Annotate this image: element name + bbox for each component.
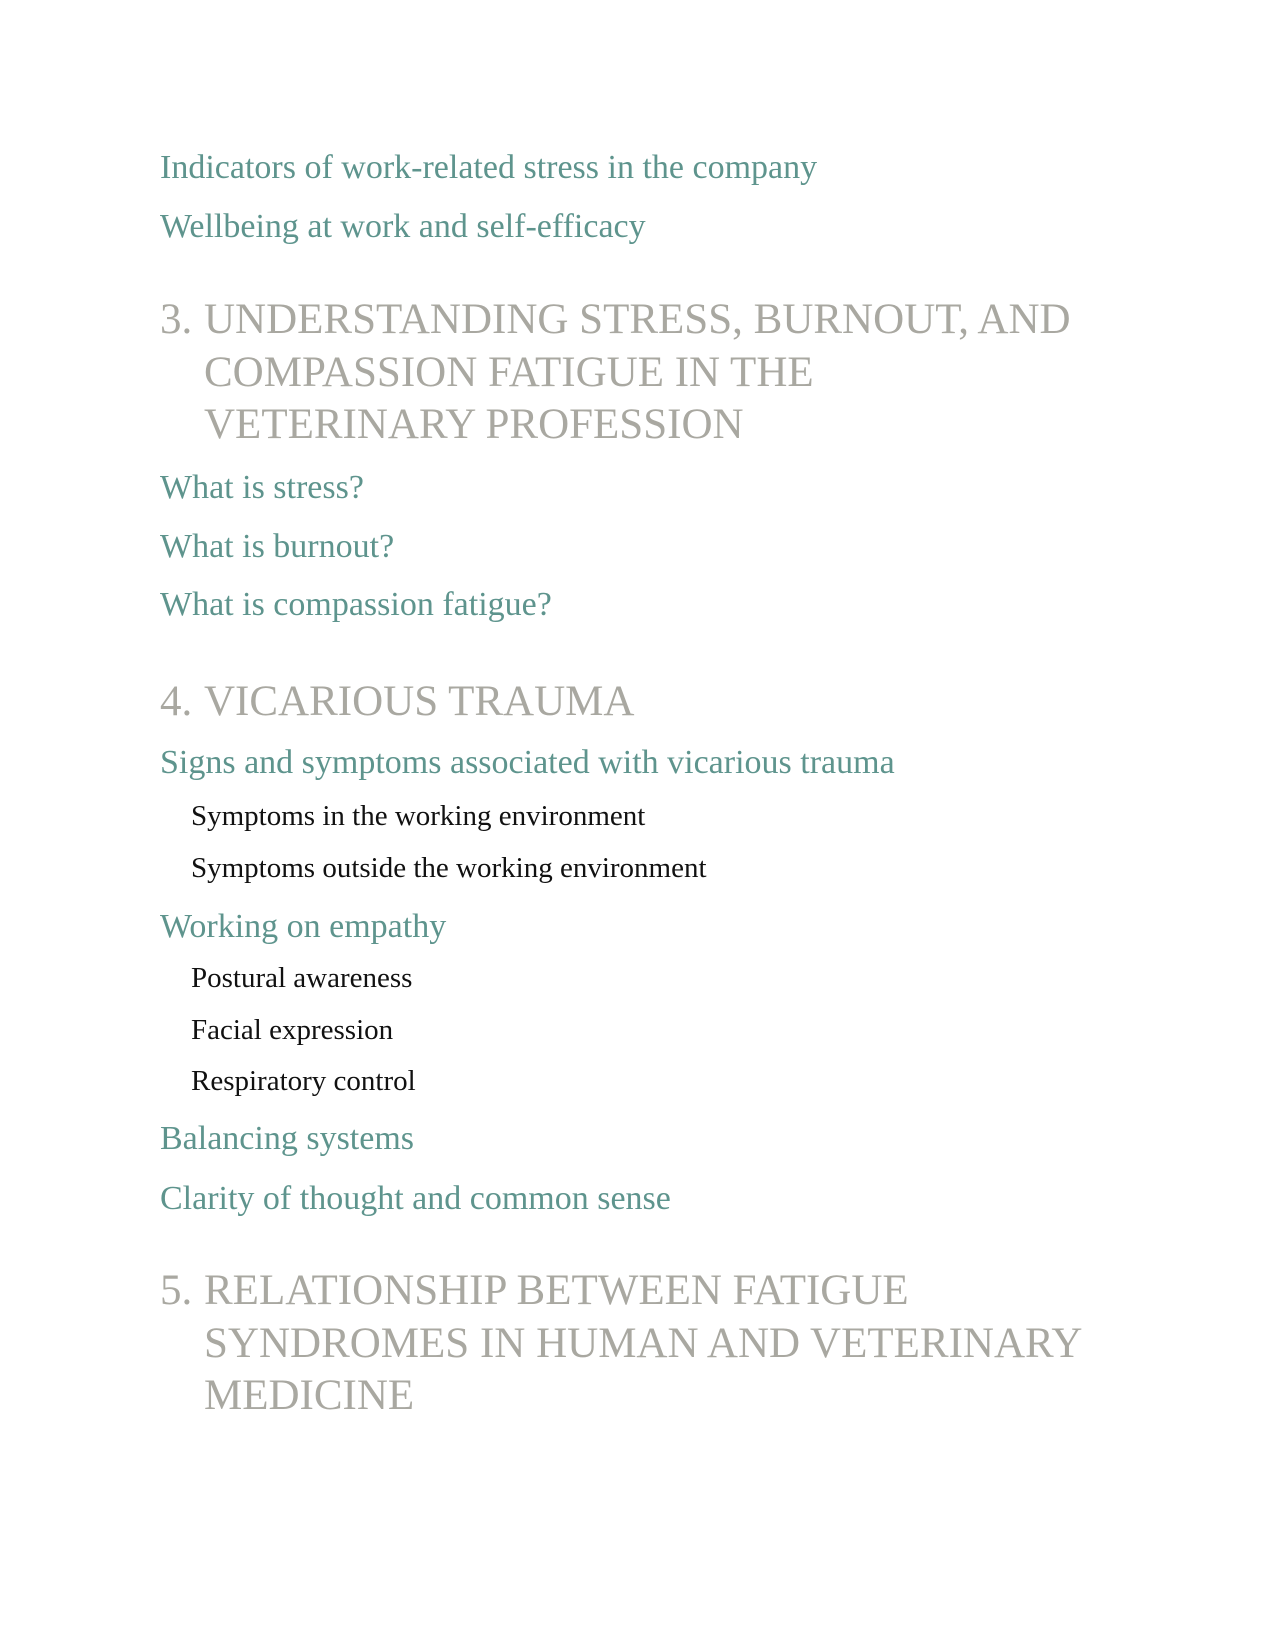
section-heading-5[interactable]: [160, 1265, 1082, 1423]
toc-item-working-on-empathy[interactable]: Working on empathy: [160, 908, 447, 945]
section-heading-4[interactable]: [160, 676, 634, 729]
toc-subitem-respiratory-control[interactable]: Respiratory control: [191, 1065, 416, 1097]
section-number: 3.: [160, 296, 193, 343]
section-title-line: UNDERSTANDING STRESS, BURNOUT, AND: [204, 296, 1071, 343]
toc-item-what-is-burnout[interactable]: What is burnout?: [160, 528, 395, 565]
section-title-line: MEDICINE: [204, 1372, 415, 1419]
section-title-line: VETERINARY PROFESSION: [204, 401, 744, 448]
section-number: 4.: [160, 678, 193, 725]
toc-item-signs-symptoms-vicarious-trauma[interactable]: Signs and symptoms associated with vicarious trauma: [160, 744, 895, 781]
toc-item-clarity-of-thought[interactable]: Clarity of thought and common sense: [160, 1180, 671, 1217]
toc-subitem-facial-expression[interactable]: Facial expression: [191, 1014, 394, 1046]
toc-item-what-is-stress[interactable]: What is stress?: [160, 469, 364, 506]
section-title-line: VICARIOUS TRAUMA: [204, 678, 635, 725]
section-title-line: SYNDROMES IN HUMAN AND VETERINARY: [204, 1319, 1083, 1367]
section-title-line: COMPASSION FATIGUE IN THE: [204, 348, 814, 396]
toc-subitem-symptoms-outside-working-environment[interactable]: Symptoms outside the working environment: [191, 852, 707, 884]
section-heading-3[interactable]: [160, 294, 1071, 452]
section-title-line: RELATIONSHIP BETWEEN FATIGUE: [204, 1267, 909, 1314]
toc-item-wellbeing-self-efficacy[interactable]: Wellbeing at work and self-efficacy: [160, 208, 646, 245]
section-number: 5.: [160, 1267, 193, 1314]
toc-subitem-symptoms-working-environment[interactable]: Symptoms in the working environment: [191, 800, 646, 832]
toc-item-work-stress-indicators[interactable]: Indicators of work-related stress in the company: [160, 149, 818, 186]
toc-item-balancing-systems[interactable]: Balancing systems: [160, 1120, 415, 1157]
toc-item-what-is-compassion-fatigue[interactable]: What is compassion fatigue?: [160, 586, 552, 623]
toc-subitem-postural-awareness[interactable]: Postural awareness: [191, 962, 413, 994]
